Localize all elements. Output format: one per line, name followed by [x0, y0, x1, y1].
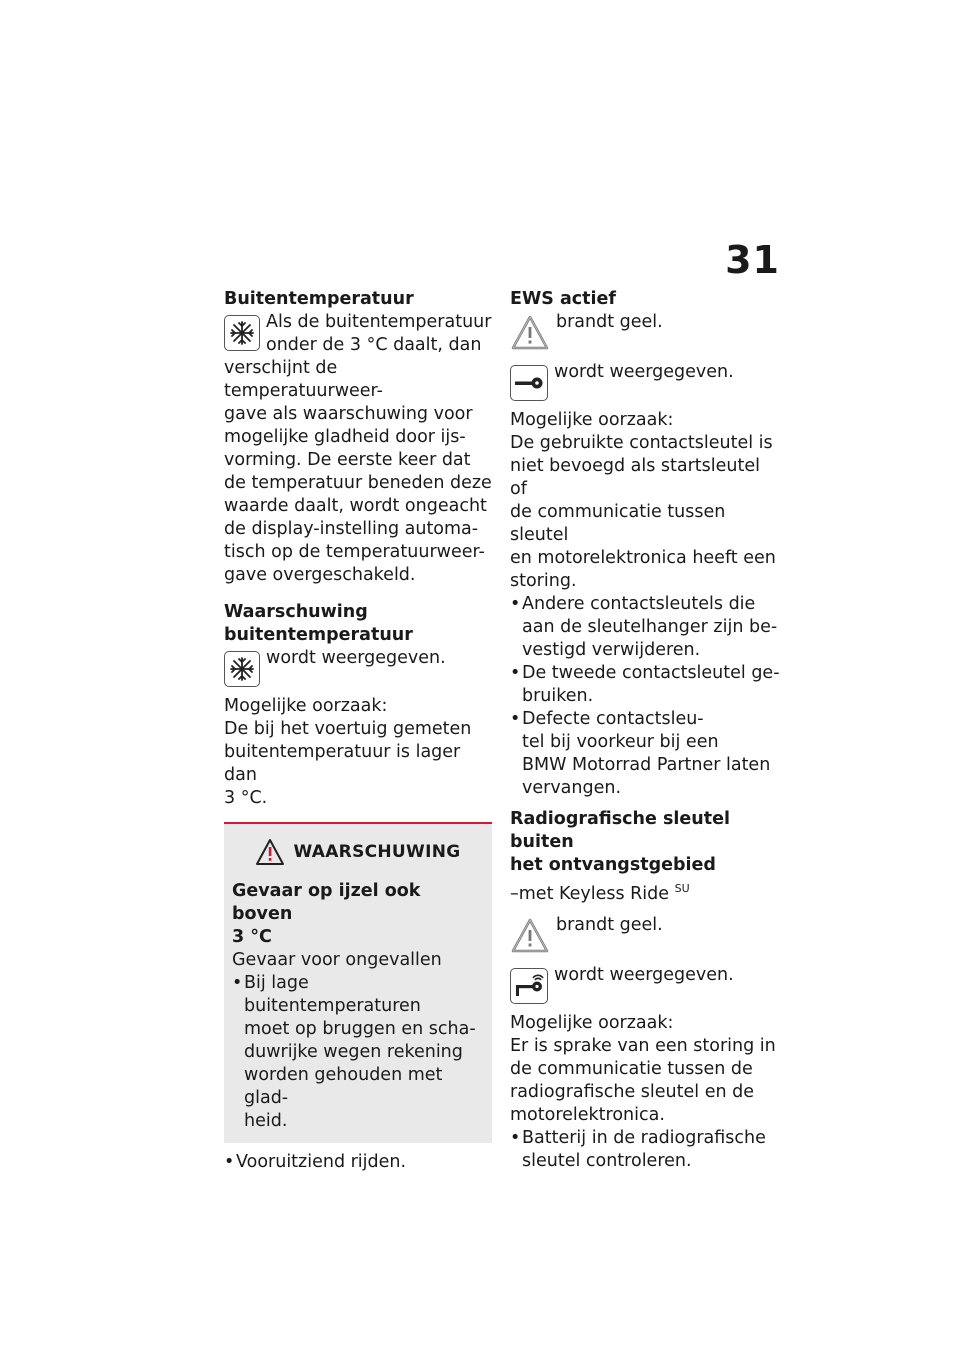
icon-description: wordt weergegeven.	[554, 964, 734, 985]
icon-description: wordt weergegeven.	[554, 362, 734, 382]
left-column	[224, 288, 492, 1174]
list-item	[510, 662, 780, 708]
warning-box	[224, 822, 492, 1143]
option-code: SU	[674, 882, 690, 895]
list-item	[510, 1127, 780, 1173]
text-line: verschijnt de temperatuurweer-	[224, 358, 383, 401]
right-column	[510, 288, 780, 1173]
warning-subtitle: Gevaar op ijzel ook boven	[232, 881, 421, 924]
text-line: tisch op de temperatuurweer-	[224, 542, 485, 562]
text-line: de communicatie tussen de	[510, 1058, 753, 1079]
text-line: de communicatie tussen sleutel	[510, 502, 726, 545]
section-heading-buitentemperatuur: Buitentemperatuur	[224, 289, 414, 309]
text-line: storing.	[510, 571, 577, 591]
text-line: worden gehouden met glad-	[244, 1065, 443, 1108]
text-line: onder de 3 °C daalt, dan	[266, 335, 482, 355]
list-item	[232, 972, 484, 1133]
text-line: de display-instelling automa-	[224, 519, 479, 539]
text-line: gave overgeschakeld.	[224, 565, 416, 585]
cause-label: Mogelijke oorzaak:	[510, 410, 674, 430]
snowflake-icon	[224, 315, 260, 351]
icon-description: brandt geel.	[556, 914, 663, 935]
option-line	[510, 877, 780, 906]
general-warning-light-icon	[510, 916, 550, 956]
page-number: 31	[725, 238, 780, 282]
text-line: Er is sprake van een storing in	[510, 1035, 776, 1056]
text-line: en motorelektronica heeft een	[510, 548, 776, 568]
text-line: niet bevoegd als startsleutel of	[510, 456, 760, 499]
text-line: • Bij lage buitentemperaturen	[244, 973, 421, 1016]
list-item	[510, 708, 780, 800]
text-line: motorelektronica.	[510, 1104, 665, 1125]
warning-triangle-icon	[255, 838, 285, 866]
text-line: Als de buitentemperatuur	[266, 312, 492, 332]
section-heading-waarschuwing: Waarschuwing	[224, 602, 368, 622]
cause-label: Mogelijke oorzaak:	[224, 696, 388, 716]
warning-title: WAARSCHUWING	[293, 841, 461, 862]
text-line: 3 °C.	[224, 788, 268, 808]
radio-key-icon	[510, 968, 548, 1004]
text-line: De bij het voertuig gemeten	[224, 719, 472, 739]
warning-subtitle-line2: 3 °C	[232, 927, 272, 947]
text-line: • Defecte contactsleu-	[522, 709, 704, 729]
list-item	[224, 1151, 492, 1174]
section-heading-waarschuwing-line2: buitentemperatuur	[224, 625, 413, 645]
text-line: waarde daalt, wordt ongeacht	[224, 496, 487, 516]
text-line: • De tweede contactsleutel ge-	[522, 663, 780, 683]
icon-description: wordt weergegeven.	[266, 648, 446, 668]
section-heading-radio-key-line2: het ontvangstgebied	[510, 855, 716, 875]
text-line: de temperatuur beneden deze	[224, 473, 492, 493]
key-icon	[510, 365, 548, 401]
text-line: heid.	[244, 1111, 288, 1131]
text-line: vorming. De eerste keer dat	[224, 450, 471, 470]
text-line: duwrijke wegen rekening	[244, 1042, 463, 1062]
text-line: buitentemperatuur is lager dan	[224, 742, 461, 785]
text-line: sleutel controleren.	[522, 1150, 692, 1171]
text-line: BMW Motorrad Partner laten	[522, 755, 771, 775]
text-line: moet op bruggen en scha-	[244, 1019, 476, 1039]
option-text: –met Keyless Ride	[510, 883, 670, 904]
section-heading-ews: EWS actief	[510, 289, 616, 309]
icon-description: brandt geel.	[556, 312, 663, 332]
cause-label: Mogelijke oorzaak:	[510, 1012, 674, 1033]
text-line: vervangen.	[522, 778, 622, 798]
list-item	[510, 593, 780, 662]
text-line: • Vooruitziend rijden.	[236, 1152, 407, 1172]
text-line: De gebruikte contactsleutel is	[510, 433, 773, 453]
text-line: gave als waarschuwing voor	[224, 404, 473, 424]
text-line: vestigd verwijderen.	[522, 640, 701, 660]
text-line: mogelijke gladheid door ijs-	[224, 427, 466, 447]
text-line: • Batterij in de radiografische	[522, 1127, 766, 1148]
text-line: radiografische sleutel en de	[510, 1081, 754, 1102]
general-warning-light-icon	[510, 313, 550, 353]
text-line: aan de sleutelhanger zijn be-	[522, 617, 778, 637]
warning-text: Gevaar voor ongevallen	[232, 950, 442, 970]
text-line: • Andere contactsleutels die	[522, 594, 756, 614]
text-line: bruiken.	[522, 686, 594, 706]
snowflake-icon	[224, 651, 260, 687]
text-line: tel bij voorkeur bij een	[522, 732, 719, 752]
section-heading-radio-key: Radiografische sleutel buiten	[510, 809, 730, 852]
